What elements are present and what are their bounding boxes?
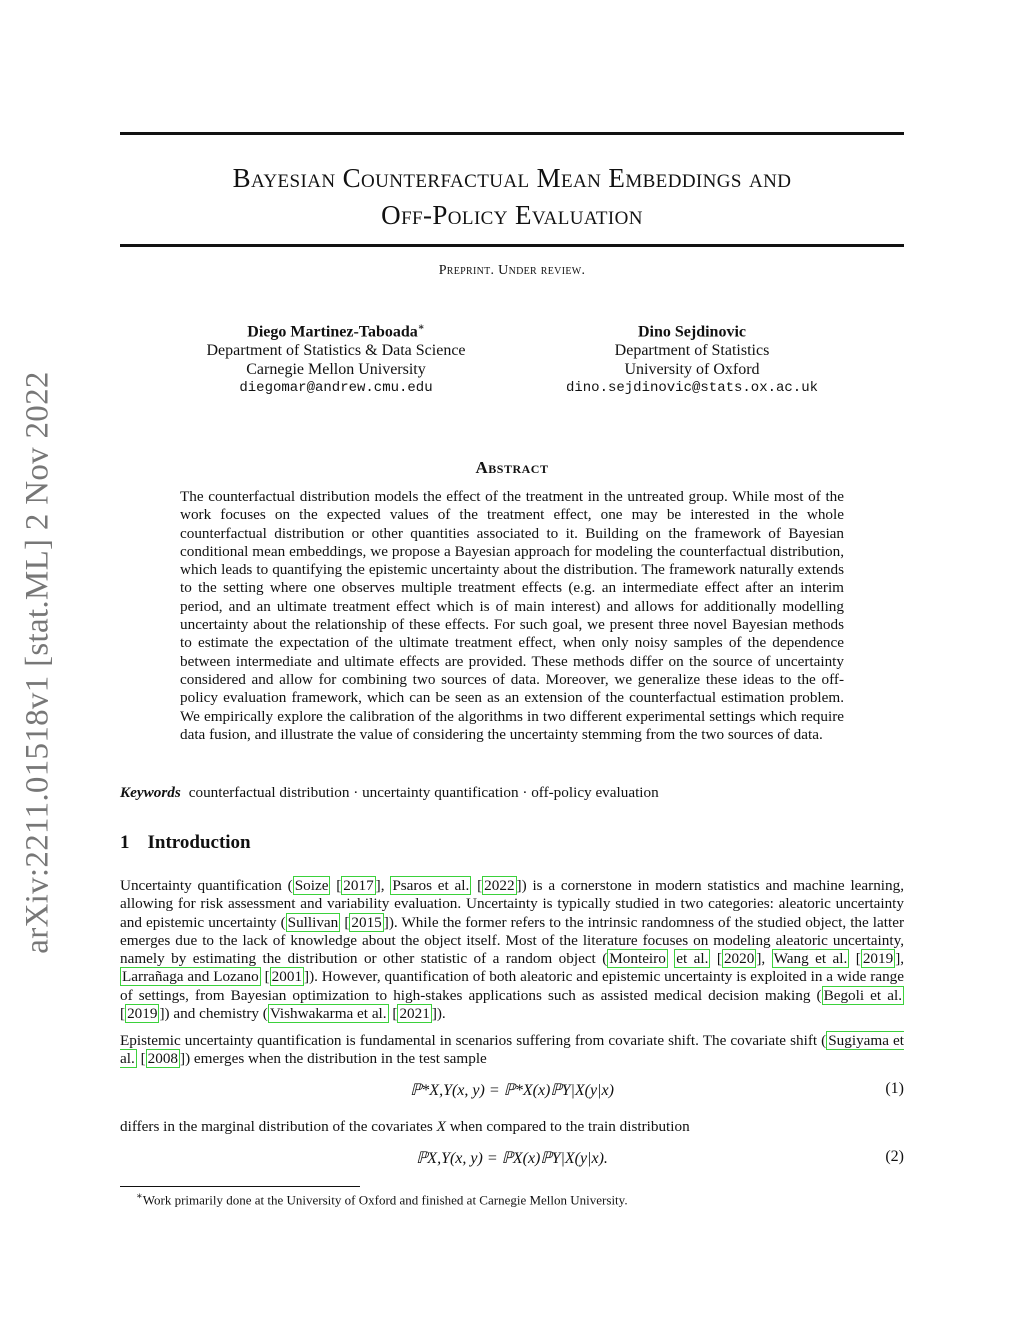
footnote-text: Work primarily done at the University of Oxford and finished at Carnegie Mellon University. xyxy=(142,1192,628,1208)
author-university: University of Oxford xyxy=(624,361,760,379)
citation-link[interactable]: Soize xyxy=(294,877,329,894)
citation-year-link[interactable]: 2017 xyxy=(343,877,374,894)
citation-link[interactable]: Vishwakarma et al. xyxy=(269,1005,387,1023)
author-block-1 xyxy=(156,318,516,398)
citation-year-link[interactable]: 2008 xyxy=(147,1050,178,1068)
author-university: Carnegie Mellon University xyxy=(246,361,426,379)
author-email[interactable]: diegomar@andrew.cmu.edu xyxy=(239,380,433,397)
intro-paragraph-2: Epistemic uncertainty quantification is fundamental in scenarios suffering from covariate shift. The covariate shift ( Sugiyama et al. [ 2008 ]) emerges when the distribution in the test sample xyxy=(120,1032,905,1068)
author-department: Department of Statistics & Data Science xyxy=(206,342,466,360)
author-department: Department of Statistics xyxy=(614,342,770,360)
citation-year-link[interactable]: 2015 xyxy=(351,913,382,931)
author-email[interactable]: dino.sejdinovic@stats.ox.ac.uk xyxy=(565,380,819,397)
footnote-rule xyxy=(120,1186,360,1187)
keywords-label: Keywords xyxy=(120,784,181,801)
citation-link[interactable]: Monteiro xyxy=(609,950,666,968)
author-name: Dino Sejdinovic xyxy=(637,323,746,341)
section-title: Introduction xyxy=(147,832,251,853)
citation-year-link[interactable]: 2022 xyxy=(484,877,515,894)
footnote-mark: ∗ xyxy=(136,1191,143,1202)
abstract-heading: Abstract xyxy=(475,458,549,477)
citation-link[interactable]: Begoli et al. xyxy=(823,986,902,1004)
citation-link[interactable]: Wang et al. xyxy=(773,950,848,968)
citation-year-link[interactable]: 2001 xyxy=(271,968,303,986)
section-number: 1 xyxy=(120,832,130,853)
citation-year-link[interactable]: 2019 xyxy=(862,950,894,968)
footnote-mark: ∗ xyxy=(417,322,425,333)
citation-link[interactable]: Sugiyama et al. xyxy=(120,1032,905,1068)
intro-paragraph-1: Uncertainty quantification ( Soize [ 2017 ], Psaros et al. [ 2022 ]) is a cornerstone in modern statistics and machine learning, allowing for risk assessment and variability evaluation. Uncertainty is typically studied in two categories: aleatoric uncertainty and epistemic uncertainty ( Sullivan [ 2015 ]). While the former refers to the intrinsic randomness of the studied object, the latter emerges due to the lack of knowledge about the object itself. Most of the literature focuses on modeling aleatoric uncertainty, namely by estimating the distribution or other statistic of a random object ( Monteiro et al. [ 2020 ], Wang et al. [ 2019 ], Larrañaga and Lozano [ 2001 ]). However, quantification of both aleatoric and epistemic uncertainty is exploited in a wide range of settings, from Bayesian optimization to high-stakes applications such as assisted medical decision making ( Begoli et al. [ 2019 ]) and chemistry ( Vishwakarma et al. [ 2021 ]). xyxy=(120,877,905,1023)
intro-paragraph-3: differs in the marginal distribution of the covariates X when compared to the train distribution xyxy=(120,1118,690,1135)
author-name: Diego Martinez-Taboada∗ xyxy=(247,322,425,341)
citation-link[interactable]: Sullivan xyxy=(287,913,339,931)
citation-link[interactable]: Larrañaga and Lozano xyxy=(122,968,259,986)
equation-expression: ℙ*X,Y(x, y) = ℙ*X(x)ℙY|X(y|x) xyxy=(410,1082,614,1099)
citation-year-link[interactable]: 2019 xyxy=(127,1005,158,1023)
footnote xyxy=(136,1191,896,1208)
equation-expression: ℙX,Y(x, y) = ℙX(x)ℙY|X(y|x). xyxy=(416,1150,608,1167)
arxiv-id-text: arXiv:2211.01518v1 [stat.ML] 2 Nov 2022 xyxy=(19,371,56,954)
title-line-1: Bayesian Counterfactual Mean Embeddings and xyxy=(232,163,792,193)
citation-year-link[interactable]: 2021 xyxy=(399,1005,430,1023)
citation-link[interactable]: Psaros et al. xyxy=(392,877,470,894)
preprint-note: Preprint. Under review. xyxy=(438,263,586,278)
author-block-2 xyxy=(512,318,872,398)
title-line-2: Off-Policy Evaluation xyxy=(381,200,643,230)
section-heading xyxy=(120,832,251,854)
citation-link[interactable]: et al. xyxy=(676,950,709,968)
math-variable: X xyxy=(436,1118,446,1135)
title-rule-bottom xyxy=(120,244,904,247)
equation-1 xyxy=(120,1080,904,1104)
citation-year-link[interactable]: 2020 xyxy=(723,950,755,968)
paper-title xyxy=(120,160,904,234)
keywords-line xyxy=(120,784,904,802)
abstract-text: The counterfactual distribution models the effect of the treatment in the untreated group. While most of the work focuses on the expected values of the treatment effect, one may be interested in the whole counterfactual distribution or other quantities associated to it. Building on the framework of Bayesian conditional mean embeddings, we propose a Bayesian approach for modeling the counterfactual distribution, which leads to quantifying the epistemic uncertainty about the distribution. The framework naturally extends to the setting where one observes multiple treatment effects (e.g. an intermediate effect after an interim period, and an ultimate treatment effect which is of main interest) and allows for additionally modelling uncertainty about the relationship of these effects. For such goal, we present three novel Bayesian methods to estimate the expectation of the ultimate treatment effect, when only noisy samples of the dependence between intermediate and ultimate effects are provided. These methods differ on the source of uncertainty considered and allow for combining two sources of data. Moreover, we generalize these ideas to the off-policy evaluation framework, which can be seen as an extension of the counterfactual estimation problem. We empirically explore the calibration of the algorithms in two different experimental settings which require data fusion, and illustrate the value of considering the uncertainty stemming from the two sources of data. xyxy=(180,488,844,743)
equation-number: (1) xyxy=(885,1080,904,1097)
title-rule-top xyxy=(120,132,904,135)
equation-number: (2) xyxy=(885,1148,904,1165)
arxiv-side-stamp xyxy=(8,0,68,1325)
equation-2 xyxy=(120,1148,904,1172)
keywords-text: counterfactual distribution · uncertainty quantification · off-policy evaluation xyxy=(188,784,659,801)
